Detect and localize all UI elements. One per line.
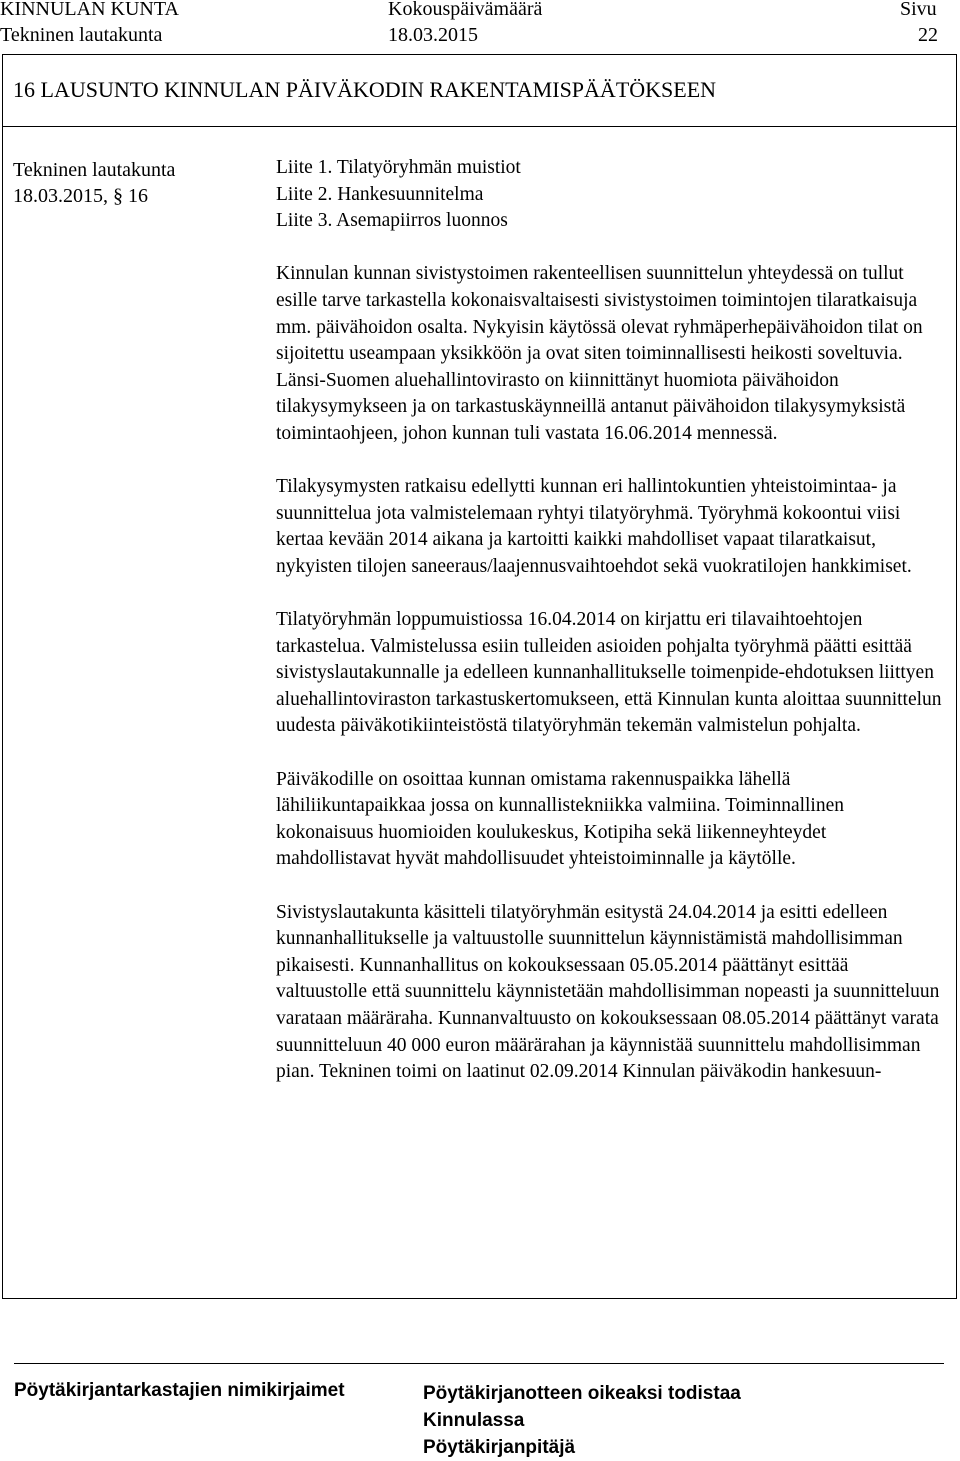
footer-certify-label: Pöytäkirjanotteen oikeaksi todistaa <box>423 1383 741 1404</box>
section-content <box>276 155 944 1086</box>
attachment-3[interactable]: Liite 3. Asemapiirros luonnos <box>276 210 508 232</box>
attachment-list <box>276 155 944 235</box>
page-number: 22 <box>918 24 938 46</box>
paragraph-working-group: Tilakysymysten ratkaisu edellytti kunnan eri hallintokuntien yhteistoimintaa- ja suunnittelua jota valmistelemaan ryhtyi tilatyöryhmä. Työryhmä kokoontui viisi kertaa kevään 2014 aikana ja kartoitti kaikki mahdolliset vapaat tilaratkaisut, nykyisten tilojen saneeraus/laajennusvaihtoehdot sekä vuokratilojen hankkimiset. <box>276 476 912 577</box>
board-name: Tekninen lautakunta <box>0 24 163 46</box>
paragraph-background: Kinnulan kunnan sivistystoimen rakenteellisen suunnittelun yhteydessä on tullut esille tarve tarkastella kokonaisvaltaisesti sivistystoimen toimintojen tilaratkaisuja mm. päivähoidon osalta. Nykyisin käytössä olevat ryhmäperhepäivähoidon tilat on sijoitettu useampaan yksikköön ja ovat siten toiminnallisesti heikosti soveltuvia. Länsi-Suomen aluehallintovirasto on kiinnittänyt huomiota päivähoidon tilakysymykseen ja on tarkastuskäynneillä antanut päivähoidon tilakysymyksistä toimintaohjeen, johon kunnan tuli vastata 16.06.2014 mennessä. <box>276 263 923 444</box>
footer-certification <box>423 1380 741 1461</box>
meeting-date: 18.03.2015 <box>388 24 478 46</box>
title-row <box>3 55 956 127</box>
section-title: 16 LAUSUNTO KINNULAN PÄIVÄKODIN RAKENTAMISPÄÄTÖKSEEN <box>13 77 717 102</box>
attachment-1[interactable]: Liite 1. Tilatyöryhmän muistiot <box>276 157 521 178</box>
footer-place: Kinnulassa <box>423 1410 525 1431</box>
meeting-date-label: Kokouspäivämäärä <box>388 0 543 20</box>
attachment-2[interactable]: Liite 2. Hankesuunnitelma <box>276 183 484 205</box>
footer-secretary-label: Pöytäkirjanpitäjä <box>423 1437 576 1458</box>
footer-divider <box>14 1363 944 1364</box>
page-label: Sivu <box>900 0 937 20</box>
meta-date-paragraph: 18.03.2015, § 16 <box>13 185 148 207</box>
paragraph-site: Päiväkodille on osoittaa kunnan omistama rakennuspaikka lähellä lähiliikuntapaikkaa jossa on kunnallistekniikka valmiina. Toiminnallinen kokonaisuus huomioiden koulukeskus, Kotipiha sekä liikenneyhteydet mahdollistavat hyvät mahdollisuudet yhteistoiminnalle ja käytölle. <box>276 768 845 870</box>
paragraph-final-memo: Tilatyöryhmän loppumuistiossa 16.04.2014 on kirjattu eri tilavaihtoehtojen tarkastelua. Valmistelussa esiin tulleiden asioiden pohjalta työryhmä päätti esittää sivistyslautakunnalle ja edelleen kunnanhallitukselle toimenpide-ehdotuksen liittyen aluehallintoviraston tarkastuskertomukseen, että Kinnulan kunta aloittaa suunnittelun uudesta päiväkotikiinteistöstä tilatyöryhmän tekemän valmistelun pohjalta. <box>276 609 942 737</box>
section-meta <box>13 157 175 209</box>
footer-initials-label: Pöytäkirjantarkastajien nimikirjaimet <box>14 1380 345 1401</box>
meta-board: Tekninen lautakunta <box>13 159 176 181</box>
municipality-name: KINNULAN KUNTA <box>0 0 179 20</box>
minutes-frame <box>2 54 957 1299</box>
paragraph-decisions: Sivistyslautakunta käsitteli tilatyöryhmän esitystä 24.04.2014 ja esitti edelleen kunnanhallitukselle ja valtuustolle suunnittelun käynnistämistä mahdollisimman pikaisesti. Kunnanhallitus on kokouksessaan 05.05.2014 päättänyt esittää valtuustolle että suunnittelu käynnistetään mahdollisimman nopeasti ja suunnitteluun varataan määräraha. Kunnanvaltuusto on kokouksessaan 08.05.2014 päättänyt varata suunnitteluun 40 000 euron määrärahan ja käynnistää suunnittelu mahdollisimman pian. Tekninen toimi on laatinut 02.09.2014 Kinnulan päiväkodin hankesuun- <box>276 901 940 1083</box>
